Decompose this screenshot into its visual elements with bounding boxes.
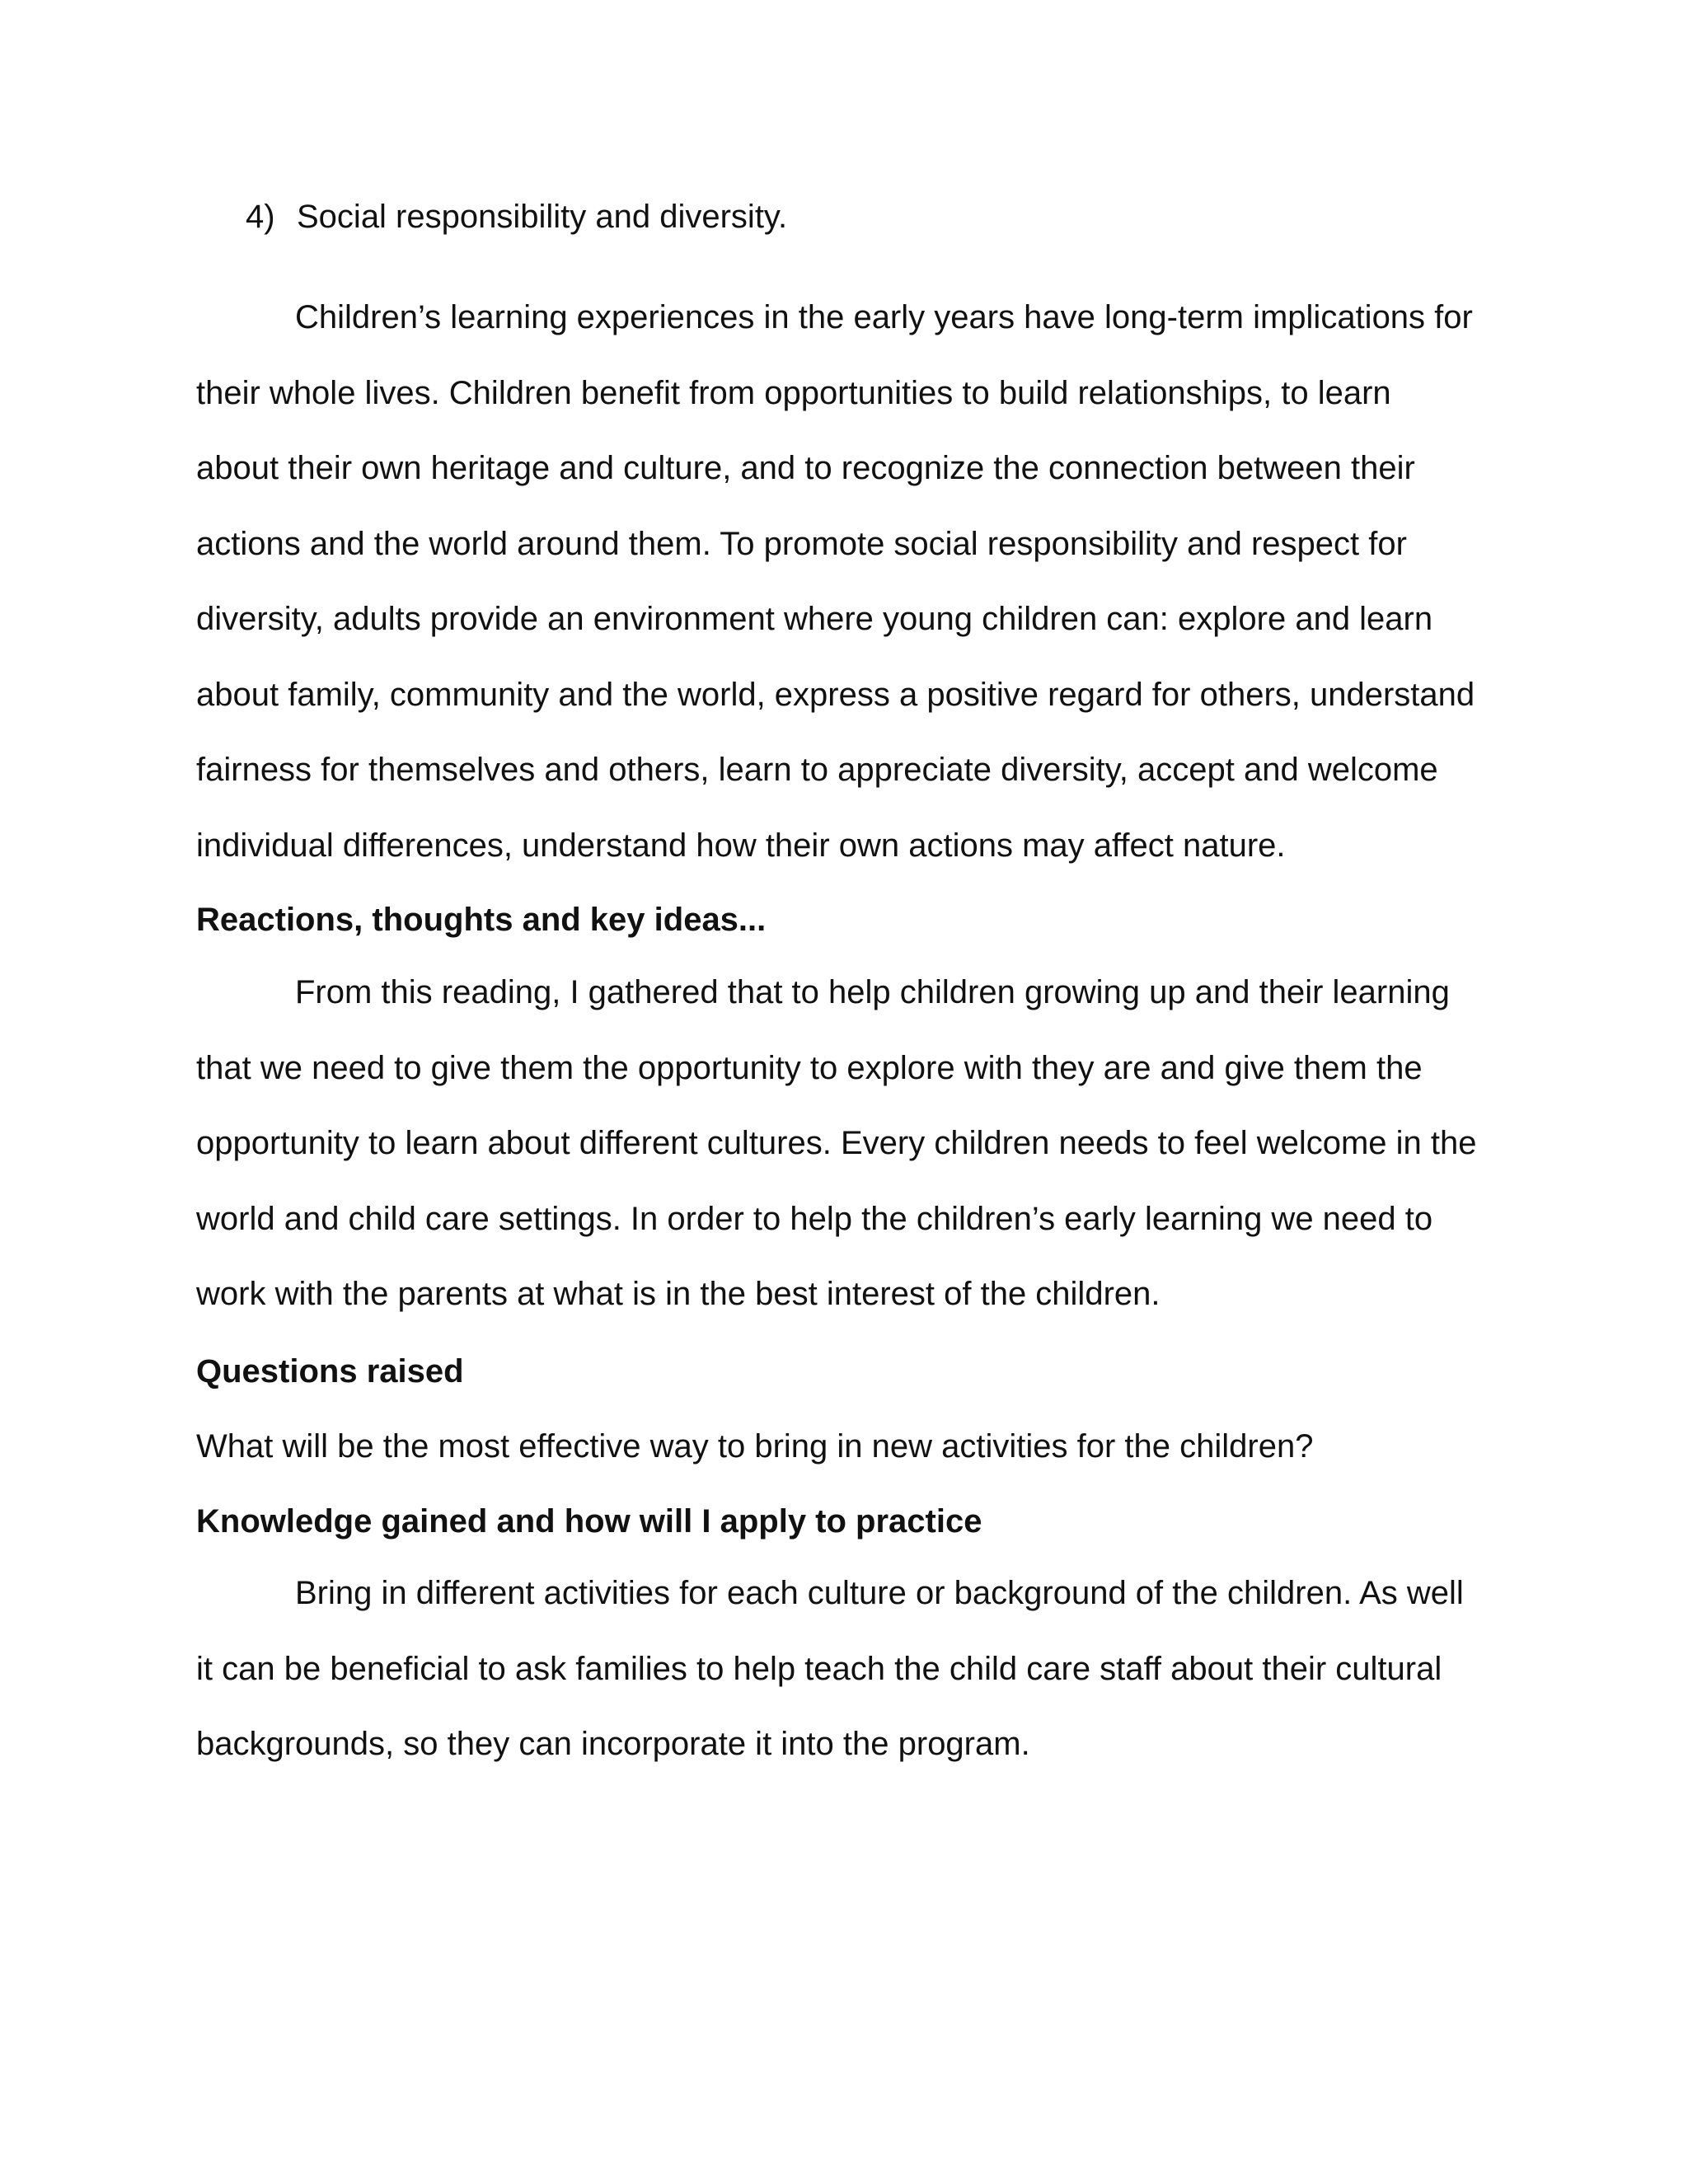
question-text: What will be the most effective way to bring in new activities for the children? <box>196 1428 1314 1465</box>
reactions-paragraph: From this reading, I gathered that to help children growing up and their learning that we need to give them the opportunity to explore with they are and give them the opportunity to learn about different cultures. Every children needs to feel welcome in the world and child care settings. In order to help the children’s early learning we need to work with the parents at what is in the best interest of the children. <box>196 974 1477 1312</box>
knowledge-paragraph: Bring in different activities for each culture or background of the children. As well it can be beneficial to ask families to help teach the child care staff about their cultural backgrounds, so they can incorporate it into the program. <box>196 1575 1464 1762</box>
heading-questions: Questions raised <box>196 1353 464 1390</box>
list-item-text: Social responsibility and diversity. <box>297 199 788 235</box>
heading-knowledge: Knowledge gained and how will I apply to practice <box>196 1503 982 1540</box>
numbered-list-item <box>246 194 787 239</box>
heading-reactions: Reactions, thoughts and key ideas... <box>196 902 767 938</box>
intro-paragraph: Children’s learning experiences in the early years have long-term implications for their whole lives. Children benefit from opportunities to build relationships, to learn about their own heritage and culture, and to recognize the connection between their actions and the world around them. To promote social responsibility and respect for diversity, adults provide an environment where young children can: explore and learn about family, community and the world, express a positive regard for others, understand fairness for themselves and others, learn to appreciate diversity, accept and welcome individual differences, understand how their own actions may affect nature. <box>196 299 1475 864</box>
list-item-number: 4) <box>246 199 275 235</box>
